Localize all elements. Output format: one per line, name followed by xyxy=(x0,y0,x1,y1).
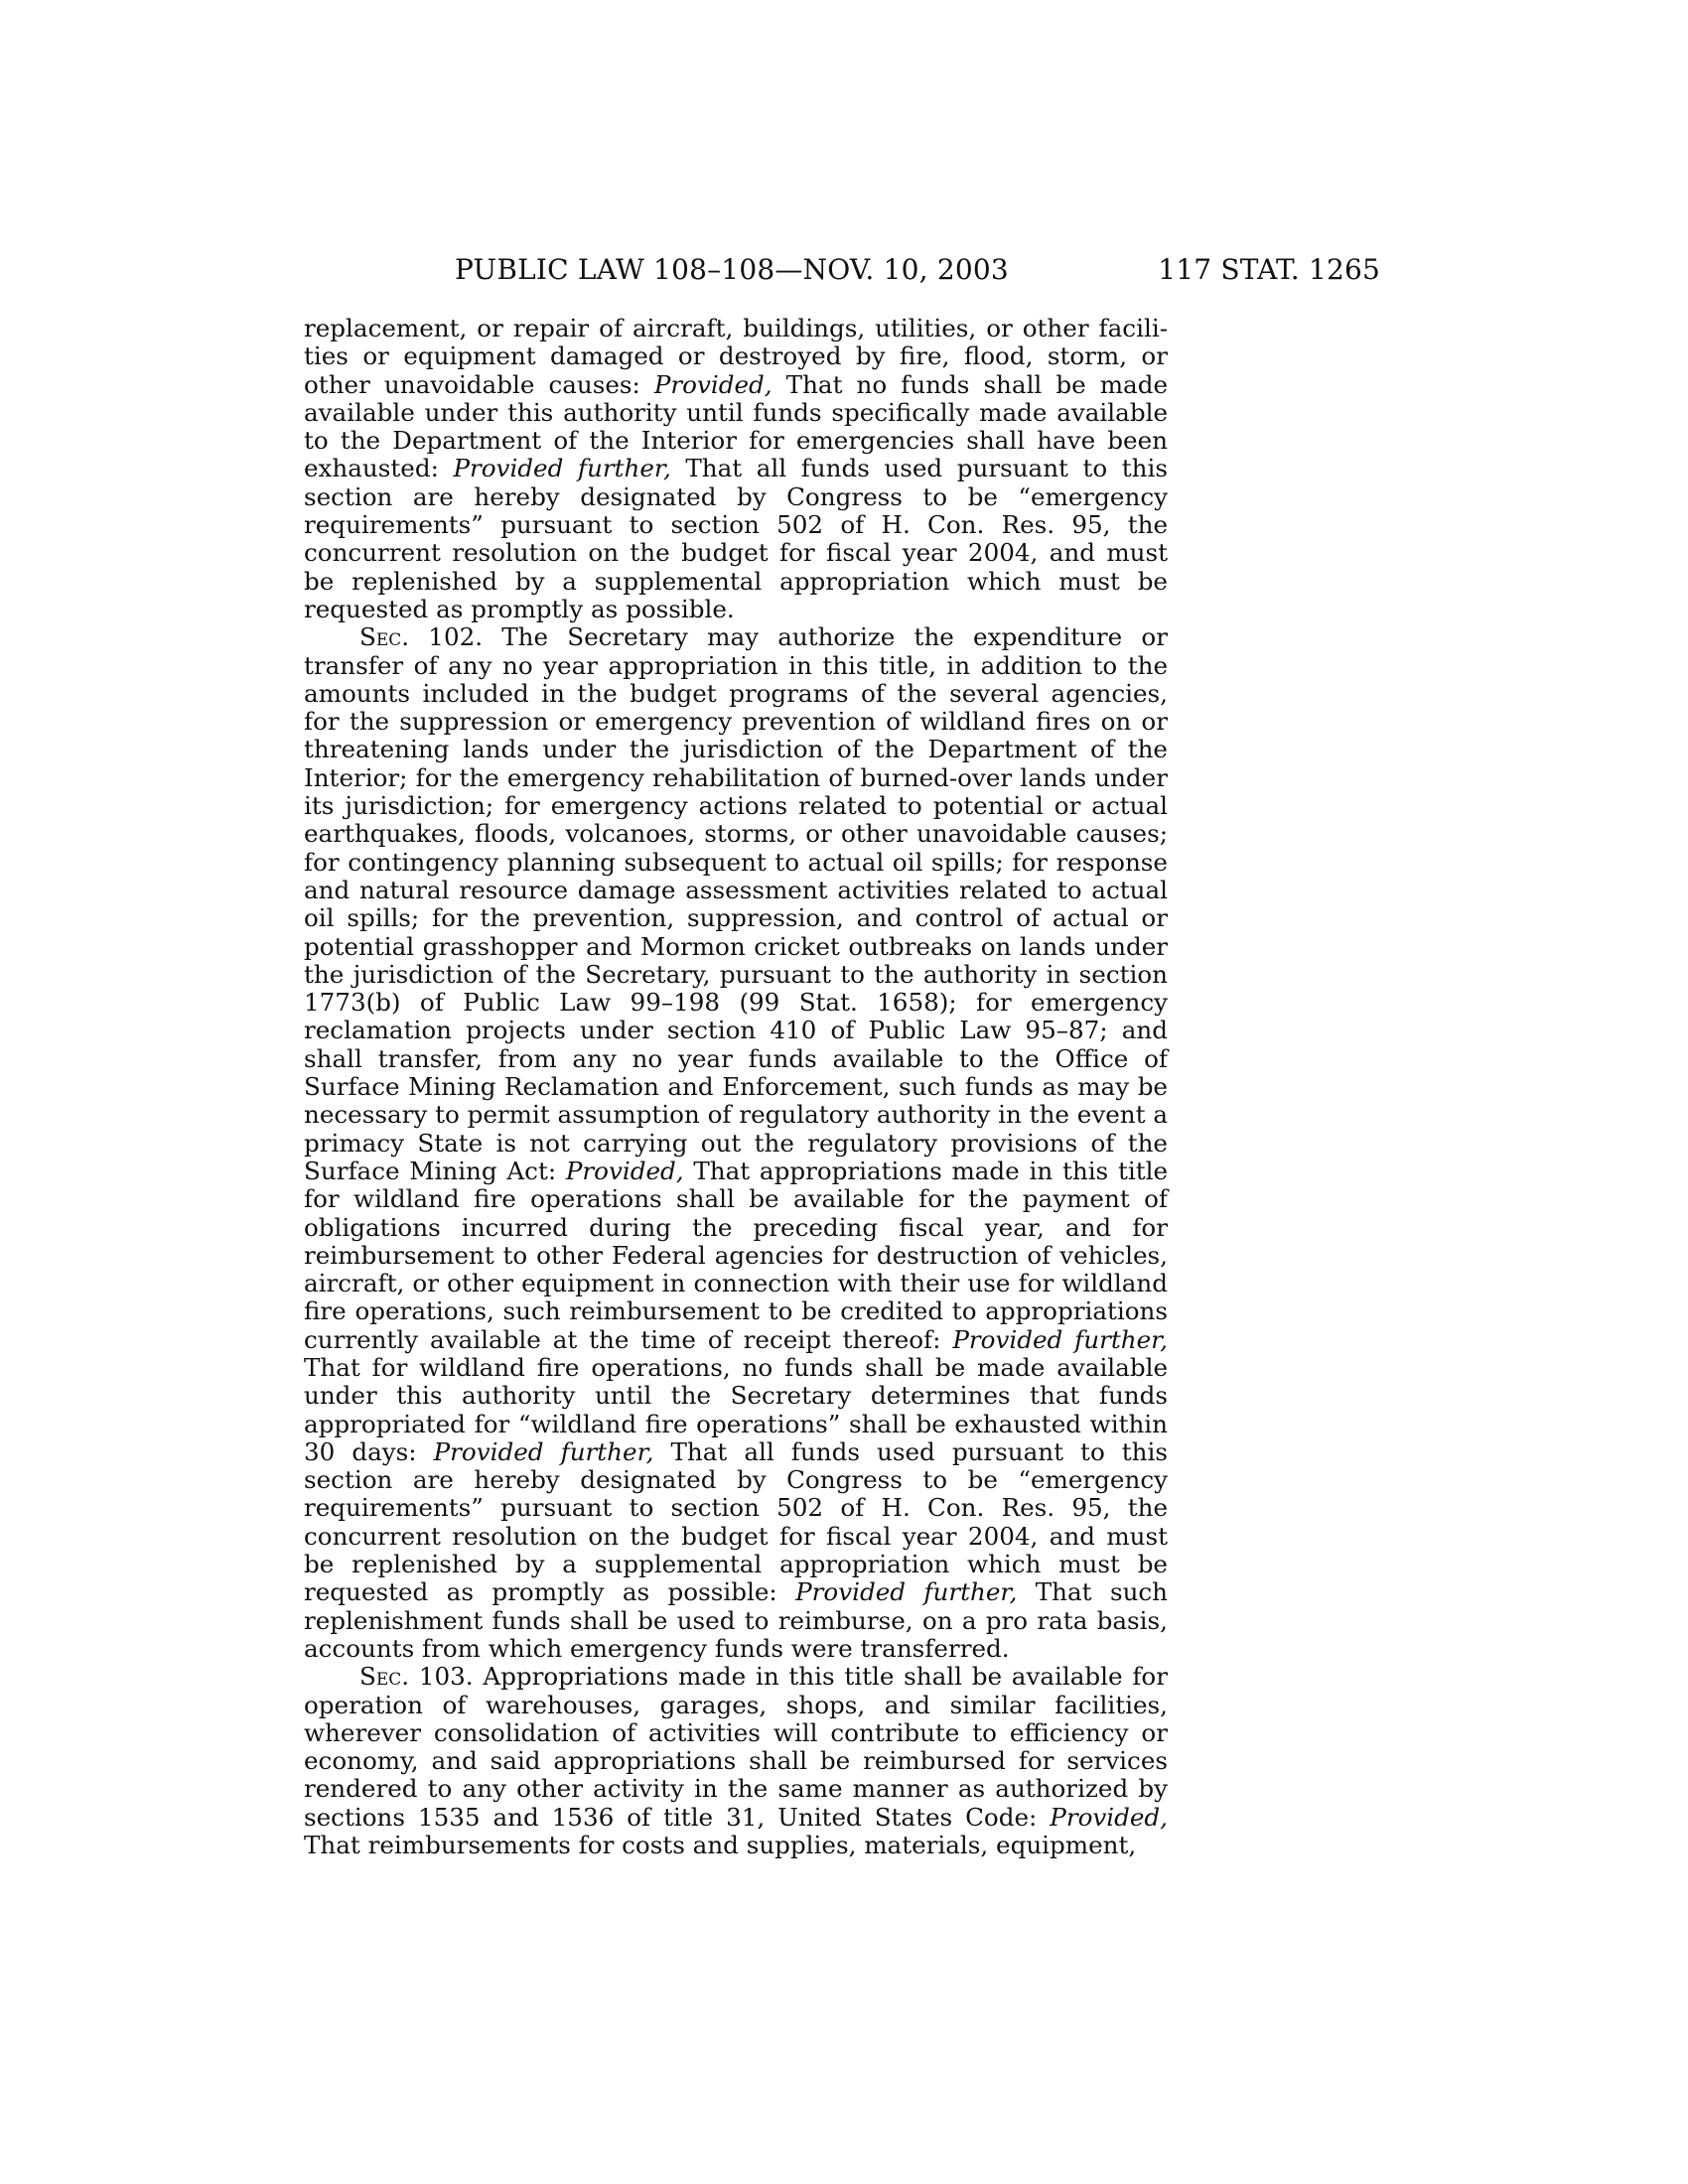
proviso-text: Provided further, xyxy=(433,1436,654,1466)
body-text xyxy=(304,315,1168,1859)
proviso-text: Provided further, xyxy=(795,1577,1018,1607)
section-label: Sec. xyxy=(359,622,410,652)
statute-page-number: 117 STAT. 1265 xyxy=(1158,253,1380,286)
text-run: That appropriations made in this title for wildland fire operations shall be available for the payment of obligations incurred during the preceding fiscal year, and for reimbursement to other Federal agencies for destruction of vehicles, aircraft, or other equipment in connection with their use for wildland fire operations, such reimbursement to be credited to appropriations currently available at the time of receipt thereof: xyxy=(304,1156,1168,1354)
text-run: That reimbursements for costs and supplies, materials, equipment, xyxy=(304,1831,1137,1860)
text-run: 103. Appropriations made in this title shall be available for operation of warehouses, garages, shops, and similar facilities, wherever consolidation of activities will contribute to efficiency or economy, and said appropriations shall be reimbursed for services rendered to any other activity in the same manner as authorized by sections 1535 and 1536 of title 31, United States Code: xyxy=(304,1662,1168,1832)
proviso-text: Provided, xyxy=(565,1156,684,1185)
paragraph-continuation xyxy=(304,315,1168,623)
text-run: That such replenishment funds shall be used to reimburse, on a pro rata basis, accounts from which emergency funds were transferred. xyxy=(304,1577,1169,1663)
proviso-text: Provided further, xyxy=(952,1324,1168,1354)
public-law-citation: PUBLIC LAW 108–108—NOV. 10, 2003 xyxy=(455,253,1009,286)
proviso-text: Provided, xyxy=(1050,1802,1168,1832)
running-header xyxy=(447,253,1380,293)
text-run: That no funds shall be made available under this authority until funds specifically made available to the Department of the Interior for emergencies shall have been exhausted: xyxy=(304,369,1168,483)
text-run: That for wildland fire operations, no funds shall be made available under this authority until the Secretary determines that funds appropriated for “wildland fire operations” shall be exhausted within 30 days: xyxy=(304,1352,1168,1466)
section-102-paragraph xyxy=(304,623,1168,1663)
text-run: That all funds used pursuant to this section are hereby designated by Congress to be “emergency requirements” pursuant to section 502 of H. Con. Res. 95, the concurrent resolution on the budget for fiscal year 2004, and must be replenished by a supplemental appropriation which must be requested as promptly as possible. xyxy=(304,454,1168,623)
proviso-text: Provided further, xyxy=(453,454,671,483)
section-103-paragraph xyxy=(304,1663,1168,1859)
text-run: That all funds used pursuant to this section are hereby designated by Congress to be “emergency requirements” pursuant to section 502 of H. Con. Res. 95, the concurrent resolution on the budget for fiscal year 2004, and must be replenished by a supplemental appropriation which must be requested as promptly as possible: xyxy=(304,1436,1169,1607)
text-run: 102. The Secretary may authorize the expenditure or transfer of any no year appropriation in this title, in addition to the amounts included in the budget programs of the several agencies, for the suppression or emergency prevention of wildland fires on or threatening lands under the jurisdiction of the Department of the Interior; for the emergency rehabilitation of burned-over lands under its jurisdiction; for emergency actions related to potential or actual earthquakes, floods, volcanoes, storms, or other unavoidable causes; for contingency planning subsequent to actual oil spills; for response and natural resource damage assessment activities related to actual oil spills; for the prevention, suppression, and control of actual or potential grasshopper and Mormon cricket outbreaks on lands under the jurisdiction of the Secretary, pursuant to the authority in section 1773(b) of Public Law 99–198 (99 Stat. 1658); for emergency reclamation projects under section 410 of Public Law 95–87; and shall transfer, from any no year funds available to the Office of Surface Mining Reclamation and Enforcement, such funds as may be necessary to permit assumption of regulatory authority in the event a primacy State is not carrying out the regulatory provisions of the Surface Mining Act: xyxy=(304,622,1168,1185)
section-label: Sec. xyxy=(359,1662,410,1692)
text-run: replacement, or repair of aircraft, buildings, utilities, or other facilities or equipment damaged or destroyed by fire, flood, storm, or other unavoidable causes: xyxy=(304,314,1168,399)
proviso-text: Provided, xyxy=(653,369,773,399)
